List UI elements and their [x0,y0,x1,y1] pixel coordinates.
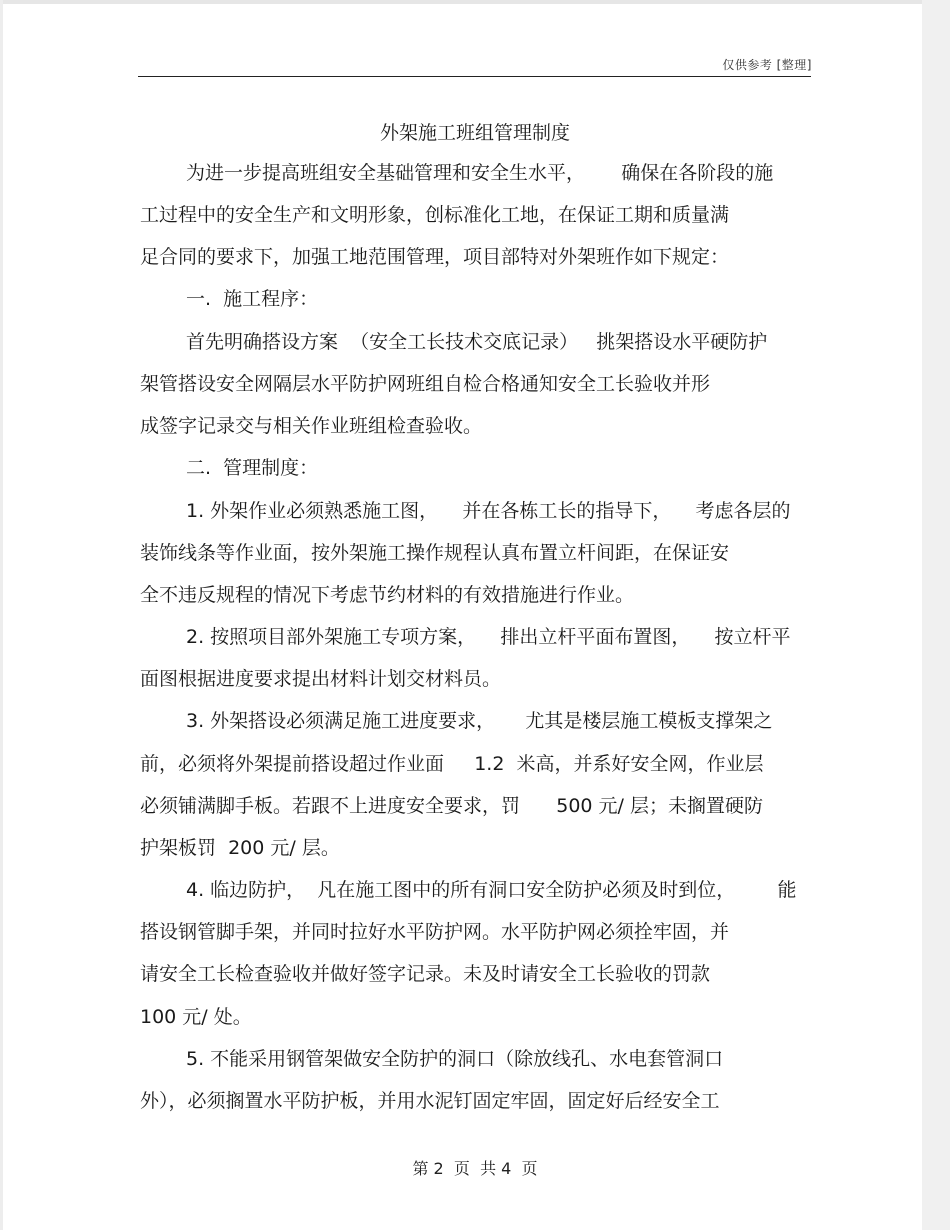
paragraph-line: 请安全工长检查验收并做好签字记录。未及时请安全工长验收的罚款 [140,963,711,985]
paragraph-line: 足合同的要求下，加强工地范围管理，项目部特对外架班作如下规定： [140,246,730,268]
paragraph-line: 首先明确搭设方案 （安全工长技术交底记录） 挑架搭设水平硬防护 [186,331,768,353]
paragraph-line: 面图根据进度要求提出材料计划交材料员。 [140,668,502,690]
paragraph-line: 装饰线条等作业面，按外架施工操作规程认真布置立杆间距，在保证安 [140,542,730,564]
paragraph-line: 护架板罚 200 元/ 层。 [140,837,340,859]
paragraph-line: 必须铺满脚手板。若跟不上进度安全要求，罚 500 元/ 层；未搁置硬防 [140,795,763,817]
paragraph-line: 2. 按照项目部外架施工专项方案， 排出立杆平面布置图， 按立杆平 [186,626,791,648]
paragraph-line: 工过程中的安全生产和文明形象，创标准化工地，在保证工期和质量满 [140,204,730,226]
paragraph-line: 全不违反规程的情况下考虑节约材料的有效措施进行作业。 [140,584,635,606]
document-title: 外架施工班组管理制度 [379,122,570,144]
page-frame-top [0,0,950,4]
header-rule [138,76,811,77]
page-number-footer: 第 2 页 共 4 页 [412,1159,538,1178]
section-heading: 一. 施工程序： [186,288,319,310]
section-heading: 二. 管理制度： [186,457,319,479]
paragraph-line: 前，必须将外架提前搭设超过作业面 1.2 米高，并系好安全网，作业层 [140,753,764,775]
page-frame-right [922,0,950,1230]
paragraph-line: 3. 外架搭设必须满足施工进度要求， 尤其是楼层施工模板支撑架之 [186,710,773,732]
paragraph-line: 架管搭设安全网隔层水平防护网班组自检合格通知安全工长验收并形 [140,373,711,395]
header-note: 仅供参考 [整理] [722,58,812,72]
paragraph-line: 外），必须搁置水平防护板，并用水泥钉固定牢固，固定好后经安全工 [140,1090,720,1112]
page-frame-left [0,0,3,1230]
paragraph-line: 100 元/ 处。 [140,1006,252,1028]
paragraph-line: 为进一步提高班组安全基础管理和安全生水平， 确保在各阶段的施 [186,162,774,184]
paragraph-line: 成签字记录交与相关作业班组检查验收。 [140,415,483,437]
paragraph-line: 搭设钢管脚手架，并同时拉好水平防护网。水平防护网必须拴牢固，并 [140,921,730,943]
paragraph-line: 4. 临边防护， 凡在施工图中的所有洞口安全防护必须及时到位， 能 [186,879,797,901]
paragraph-line: 1. 外架作业必须熟悉施工图， 并在各栋工长的指导下， 考虑各层的 [186,500,791,522]
paragraph-line: 5. 不能采用钢管架做安全防护的洞口（除放线孔、水电套管洞口 [186,1048,724,1070]
